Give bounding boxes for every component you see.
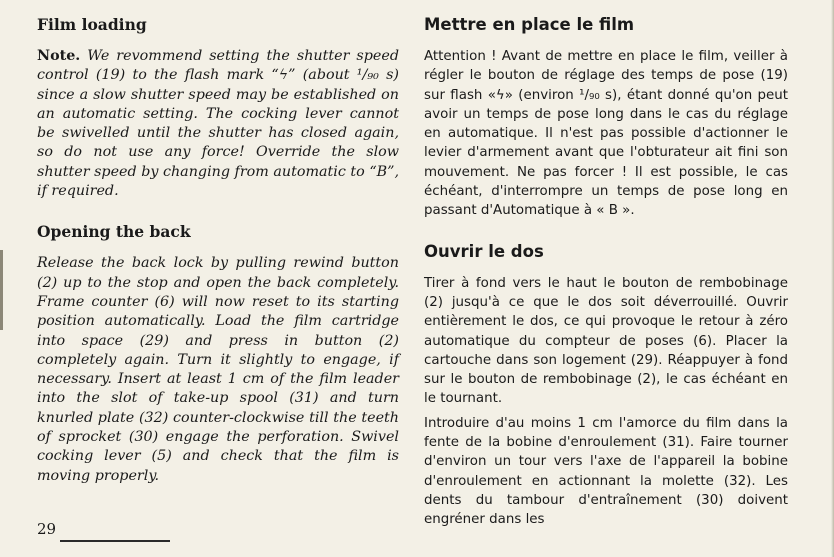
ouvrir-le-dos-para2: Introduire d'au moins 1 cm l'amorce du film dans la fente de la bobine d'enroulement (31). Faire tourner d'environ un tour vers l'axe de l'appareil la bobine d'enroulement en actionnant la molette (32). Les dents du tambour d'entraînement (30) doivent engréner dans les [424, 415, 788, 528]
film-loading-note [37, 47, 399, 201]
french-column [424, 14, 788, 530]
note-label: Note. [37, 48, 81, 64]
english-column [37, 14, 399, 486]
ouvrir-le-dos-para1: Tirer à fond vers le haut le bouton de rembobinage (2) jusqu'à ce que le dos soit déverrouillé. Ouvrir entièrement le dos, ce qui provoque le retour à zéro automatique du compteur de poses (6). Placer la cartouche dans son logement (29). Réappuyer à fond sur le bouton de rembobinage (2), le cas échéant en le tournant. [424, 275, 788, 407]
ouvrir-le-dos-heading: Ouvrir le dos [424, 241, 544, 261]
scan-mark [0, 250, 3, 330]
mettre-en-place-heading: Mettre en place le film [424, 15, 635, 34]
film-loading-heading: Film loading [37, 15, 147, 34]
mettre-en-place-text: Attention ! Avant de mettre en place le film, veiller à régler le bouton de réglage des temps de pose (19) sur flash «ϟ» (environ ¹/₉₀ s), étant donné qu'on peut avoir un temps de pose long dans le cas du réglage en automatique. Il n'est pas possible d'actionner le levier d'armement avant que l'obturateur ait fini son mouvement. Ne pas forcer ! Il est possible, le cas échéant, d'interrompre un temps de pose long en passant d'Automatique à « B ». [424, 49, 788, 219]
bottom-rule [60, 540, 170, 542]
opening-back-heading: Opening the back [37, 222, 191, 242]
note-text: We revommend setting the shutter speed control (19) to the flash mark “ϟ” (about ¹/₉₀ s) since a slow shutter speed may be established on an automatic setting. The cocking lever cannot be swivelled until the shutter has closed again, so do not use any force! Override the slow shutter speed by changing from automatic to “B”, if required. [37, 48, 399, 200]
opening-back-text: Release the back lock by pulling rewind button (2) up to the stop and open the back completely. Frame counter (6) will now reset to its starting position automatically. Load the film cartridge into space (29) and press in button (2) completely again. Turn it slightly to engage, if necessary. Insert at least 1 cm of the film leader into the slot of take-up spool (31) and turn knurled plate (32) counter-clockwise till the teeth of sprocket (30) engage the perforation. Swivel cocking lever (5) and check that the film is moving properly. [37, 255, 399, 484]
page-number: 29 [37, 520, 57, 538]
